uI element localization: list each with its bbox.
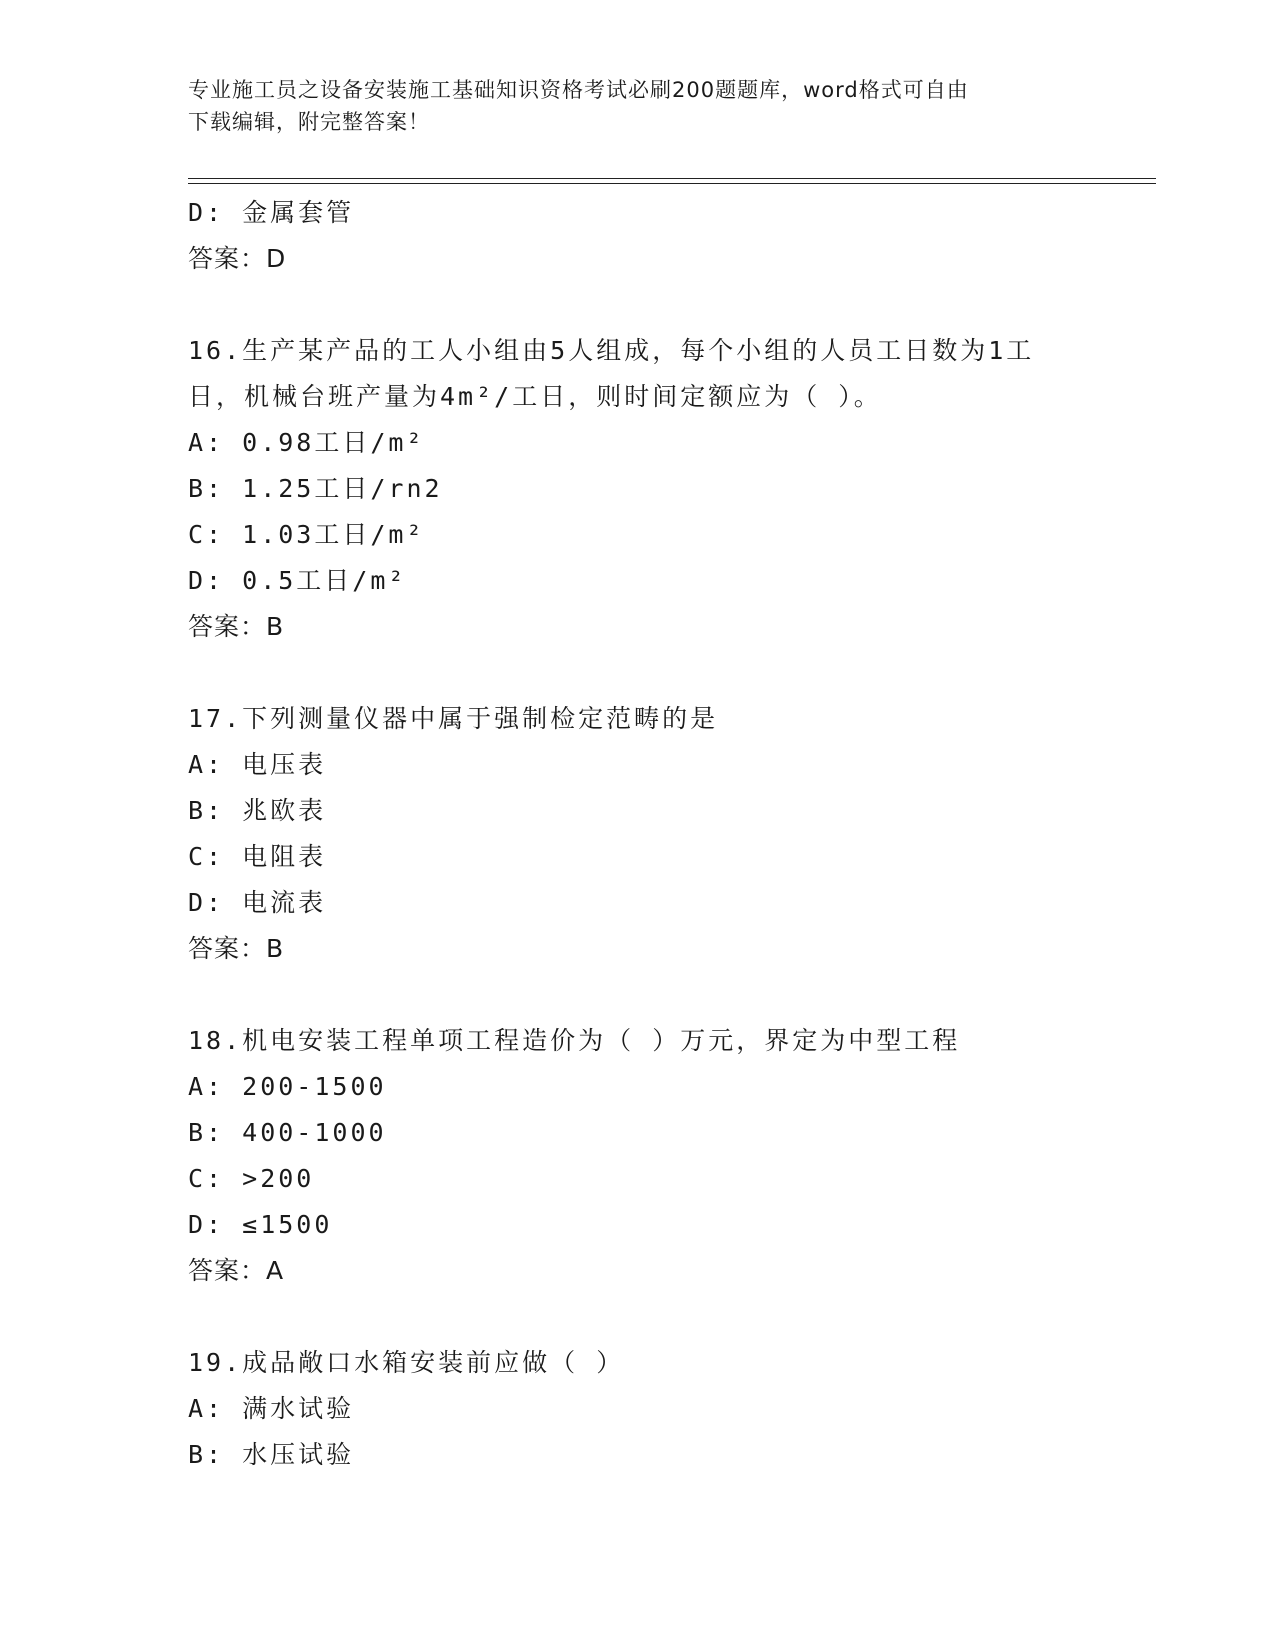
answer-line: 答案：D: [188, 244, 287, 273]
answer-line: 答案：B: [188, 934, 285, 963]
document-header: [188, 74, 1088, 138]
question-text: 19.成品敞口水箱安装前应做（ ）: [188, 1348, 625, 1377]
header-divider-top: [188, 178, 1156, 179]
option-d: D: 金属套管: [188, 198, 355, 227]
header-line-1: 专业施工员之设备安装施工基础知识资格考试必刷200题题库，word格式可自由: [188, 78, 969, 102]
question-block-17: [188, 696, 1088, 972]
option-a: A: 满水试验: [188, 1394, 355, 1423]
spacer: [188, 650, 1088, 696]
option-d: D: 电流表: [188, 888, 327, 917]
answer-line: 答案：B: [188, 612, 285, 641]
option-b: B: 400-1000: [188, 1118, 387, 1147]
question-block-16: [188, 328, 1088, 650]
option-c: C: >200: [188, 1164, 315, 1193]
option-c: C: 1.03工日/m²: [188, 520, 425, 549]
question-block-15: [188, 190, 1088, 282]
question-text-line-1: 16.生产某产品的工人小组由5人组成，每个小组的人员工日数为1工: [188, 336, 1035, 365]
option-d: D: 0.5工日/m²: [188, 566, 407, 595]
spacer: [188, 1294, 1088, 1340]
header-divider-bottom: [188, 183, 1156, 184]
answer-line: 答案：A: [188, 1256, 285, 1285]
option-d: D: ≤1500: [188, 1210, 333, 1239]
option-b: B: 水压试验: [188, 1440, 355, 1469]
question-block-18: [188, 1018, 1088, 1294]
option-c: C: 电阻表: [188, 842, 327, 871]
question-text: 17.下列测量仪器中属于强制检定范畴的是: [188, 704, 719, 733]
header-line-2: 下载编辑，附完整答案！: [188, 110, 430, 134]
option-a: A: 0.98工日/m²: [188, 428, 425, 457]
option-b: B: 兆欧表: [188, 796, 327, 825]
question-list: [188, 190, 1088, 1478]
spacer: [188, 972, 1088, 1018]
question-text-line-2: 日，机械台班产量为4m²/工日，则时间定额应为（ ）。: [188, 382, 882, 411]
spacer: [188, 282, 1088, 328]
option-a: A: 200-1500: [188, 1072, 387, 1101]
question-block-19: [188, 1340, 1088, 1478]
option-b: B: 1.25工日/rn2: [188, 474, 443, 503]
option-a: A: 电压表: [188, 750, 327, 779]
question-text: 18.机电安装工程单项工程造价为（ ）万元，界定为中型工程: [188, 1026, 961, 1055]
